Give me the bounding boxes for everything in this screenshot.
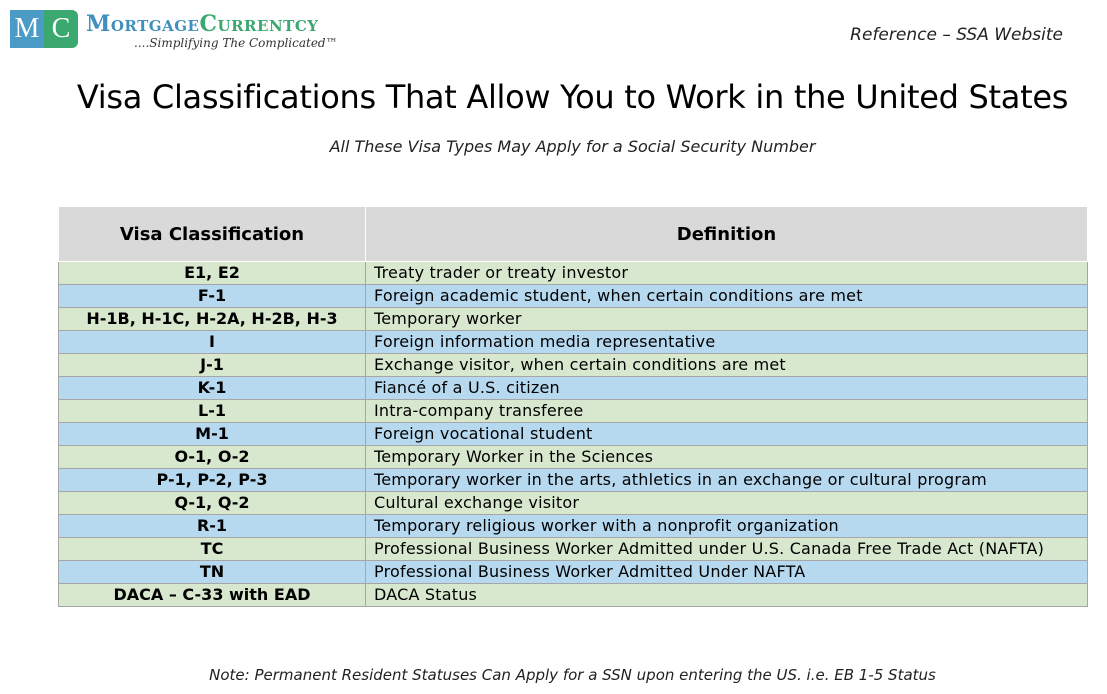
table-row xyxy=(59,354,1088,377)
visa-definition: Foreign academic student, when certain conditions are met xyxy=(366,285,1088,308)
table-row xyxy=(59,538,1088,561)
visa-definition: Intra-company transferee xyxy=(366,400,1088,423)
visa-code: M-1 xyxy=(59,423,366,446)
visa-table xyxy=(58,206,1088,607)
logo-mark-m: M xyxy=(10,10,44,48)
table-row xyxy=(59,262,1088,285)
visa-definition: Professional Business Worker Admitted Under NAFTA xyxy=(366,561,1088,584)
visa-code: TC xyxy=(59,538,366,561)
visa-code: I xyxy=(59,331,366,354)
visa-definition: DACA Status xyxy=(366,584,1088,607)
table-row xyxy=(59,492,1088,515)
logo-text xyxy=(86,13,338,49)
visa-code: O-1, O-2 xyxy=(59,446,366,469)
brand-name xyxy=(86,13,338,35)
visa-code: E1, E2 xyxy=(59,262,366,285)
table-row xyxy=(59,584,1088,607)
reference-note: Reference – SSA Website xyxy=(850,25,1063,45)
visa-code: H-1B, H-1C, H-2A, H-2B, H-3 xyxy=(59,308,366,331)
visa-definition: Treaty trader or treaty investor xyxy=(366,262,1088,285)
visa-definition: Foreign information media representative xyxy=(366,331,1088,354)
visa-code: DACA – C-33 with EAD xyxy=(59,584,366,607)
table-row xyxy=(59,446,1088,469)
table-row xyxy=(59,469,1088,492)
visa-definition: Professional Business Worker Admitted under U.S. Canada Free Trade Act (NAFTA) xyxy=(366,538,1088,561)
visa-code: P-1, P-2, P-3 xyxy=(59,469,366,492)
visa-code: L-1 xyxy=(59,400,366,423)
visa-definition: Foreign vocational student xyxy=(366,423,1088,446)
visa-definition: Cultural exchange visitor xyxy=(366,492,1088,515)
visa-code: R-1 xyxy=(59,515,366,538)
visa-definition: Temporary worker xyxy=(366,308,1088,331)
table-row xyxy=(59,308,1088,331)
brand-tagline: ....Simplifying The Complicated™ xyxy=(134,36,338,50)
company-logo xyxy=(10,10,338,49)
visa-code: F-1 xyxy=(59,285,366,308)
visa-code: Q-1, Q-2 xyxy=(59,492,366,515)
logo-mark-c: C xyxy=(44,10,78,48)
page-title: Visa Classifications That Allow You to Work in the United States xyxy=(76,78,1069,116)
header-definition: Definition xyxy=(366,207,1088,262)
table-header-row xyxy=(59,207,1088,262)
visa-code: J-1 xyxy=(59,354,366,377)
visa-code: K-1 xyxy=(59,377,366,400)
table-row xyxy=(59,561,1088,584)
table-row xyxy=(59,400,1088,423)
visa-code: TN xyxy=(59,561,366,584)
visa-definition: Temporary religious worker with a nonprofit organization xyxy=(366,515,1088,538)
table-row xyxy=(59,377,1088,400)
footer-note: Note: Permanent Resident Statuses Can Apply for a SSN upon entering the US. i.e. EB 1-5 Status xyxy=(209,666,936,684)
table-row xyxy=(59,423,1088,446)
visa-definition: Fiancé of a U.S. citizen xyxy=(366,377,1088,400)
table-row xyxy=(59,285,1088,308)
header-visa-classification: Visa Classification xyxy=(59,207,366,262)
table-row xyxy=(59,331,1088,354)
page-subtitle: All These Visa Types May Apply for a Social Security Number xyxy=(329,137,816,156)
visa-definition: Temporary worker in the arts, athletics in an exchange or cultural program xyxy=(366,469,1088,492)
brand-name-part2: Currentcy xyxy=(199,11,319,37)
brand-name-part1: Mortgage xyxy=(86,11,200,37)
logo-mark xyxy=(10,10,78,48)
visa-definition: Exchange visitor, when certain conditions are met xyxy=(366,354,1088,377)
visa-definition: Temporary Worker in the Sciences xyxy=(366,446,1088,469)
table-row xyxy=(59,515,1088,538)
